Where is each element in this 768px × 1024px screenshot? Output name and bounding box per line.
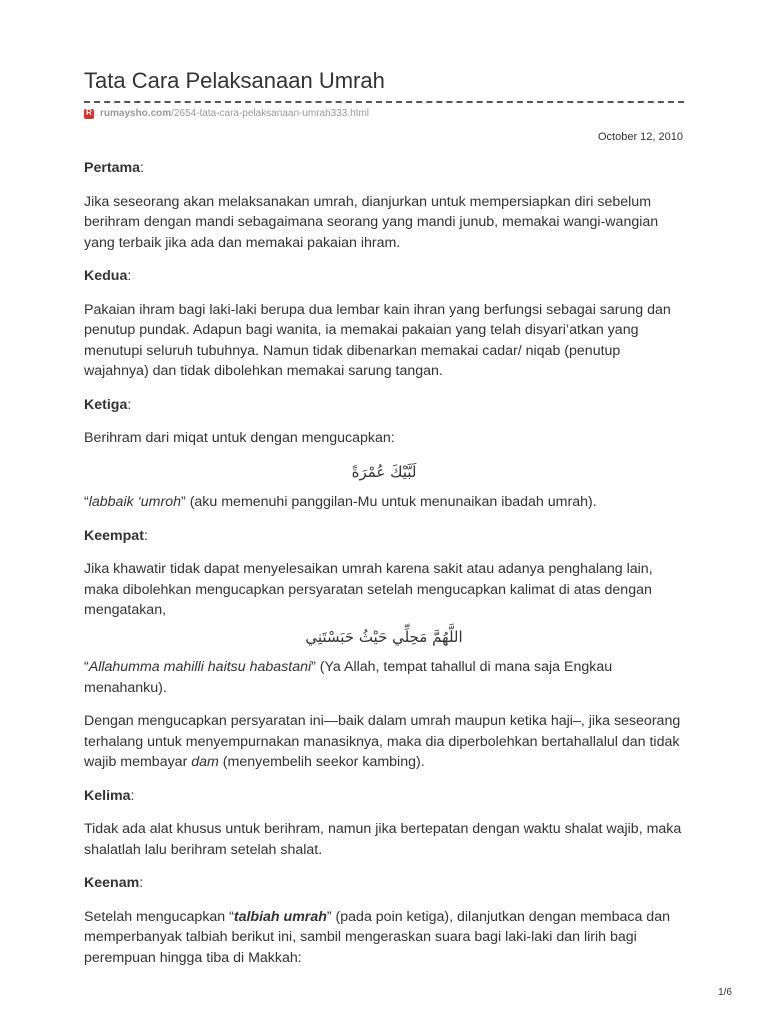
section-heading-keempat: Keempat: bbox=[84, 527, 148, 544]
section-heading-pertama: Pertama: bbox=[84, 160, 144, 176]
source-link[interactable] bbox=[84, 108, 369, 119]
section-text-keempat-2: Dengan mengucapkan persyaratan ini—baik dalam umrah maupun ketika haji–, jika seseorang terhalang untuk menyempurnakan manasiknya, maka dia diperbolehkan bertahallalul dan tidak wajib membayar dam (menyembelih seekor kambing). bbox=[84, 713, 681, 770]
arabic-doa-persyaratan: اللَّهُمَّ مَحِلِّي حَيْثُ حَبَسْتَنِي bbox=[305, 627, 463, 646]
section-text-ketiga: Berihram dari miqat untuk dengan mengucapkan: bbox=[84, 430, 395, 446]
arabic-talbiah-umrah: لَبَّيْكَ عُمْرَةً bbox=[351, 462, 417, 481]
rumaysho-favicon-icon bbox=[84, 109, 94, 119]
page-number: 1/6 bbox=[718, 987, 732, 998]
article-title: Tata Cara Pelaksanaan Umrah bbox=[84, 68, 385, 93]
article-body bbox=[84, 158, 684, 981]
section-heading-keenam: Keenam: bbox=[84, 875, 144, 891]
section-text-kedua: Pakaian ihram bagi laki-laki berupa dua lembar kain ihran yang berfungsi sebagai sarung dan penutup pundak. Adapun bagi wanita, ia memakai pakaian yang telah disyari’atkan yang menutupi seluruh tubuhnya. Namun tidak dibenarkan memakai cadar/ niqab (penutup wajahnya) dan tidak dibolehkan memakai sarung tangan. bbox=[84, 301, 671, 379]
section-heading-ketiga: Ketiga: bbox=[84, 396, 132, 413]
section-text-keenam: Setelah mengucapkan “talbiah umrah” (pada poin ketiga), dilanjutkan dengan membaca dan memperbanyak talbiah berikut ini, sambil mengeraskan suara bagi laki-laki dan lirih bagi perempuan hingga tiba di Makkah: bbox=[84, 908, 670, 966]
source-path: /2654-tata-cara-pelaksanaan-umrah333.html bbox=[171, 108, 370, 119]
section-text-keempat: Jika khawatir tidak dapat menyelesaikan umrah karena sakit atau adanya penghalang lain, maka dibolehkan mengucapkan persyaratan setelah mengucapkan kalimat di atas dengan mengatakan, bbox=[84, 561, 653, 618]
publish-date: October 12, 2010 bbox=[597, 131, 683, 143]
source-domain: rumaysho.com bbox=[100, 108, 172, 119]
translation-allahumma: “Allahumma mahilli haitsu habastani” (Ya Allah, tempat tahallul di mana saja Engkau menahanku). bbox=[84, 659, 613, 696]
section-text-pertama: Jika seseorang akan melaksanakan umrah, dianjurkan untuk mempersiapkan diri sebelum berihram dengan mandi sebagaimana seorang yang mandi junub, memakai wangi-wangian yang terbaik jika ada dan memakai pakaian ihram. bbox=[84, 193, 659, 251]
translation-labbaik: “labbaik ‘umroh” (aku memenuhi panggilan-Mu untuk menunaikan ibadah umrah). bbox=[84, 494, 597, 510]
section-heading-kedua: Kedua: bbox=[84, 268, 132, 284]
section-text-kelima: Tidak ada alat khusus untuk berihram, namun jika bertepatan dengan waktu shalat wajib, maka shalatlah lalu berihram setelah shalat. bbox=[84, 821, 682, 858]
title-divider bbox=[84, 101, 684, 103]
section-heading-kelima: Kelima: bbox=[84, 787, 135, 804]
